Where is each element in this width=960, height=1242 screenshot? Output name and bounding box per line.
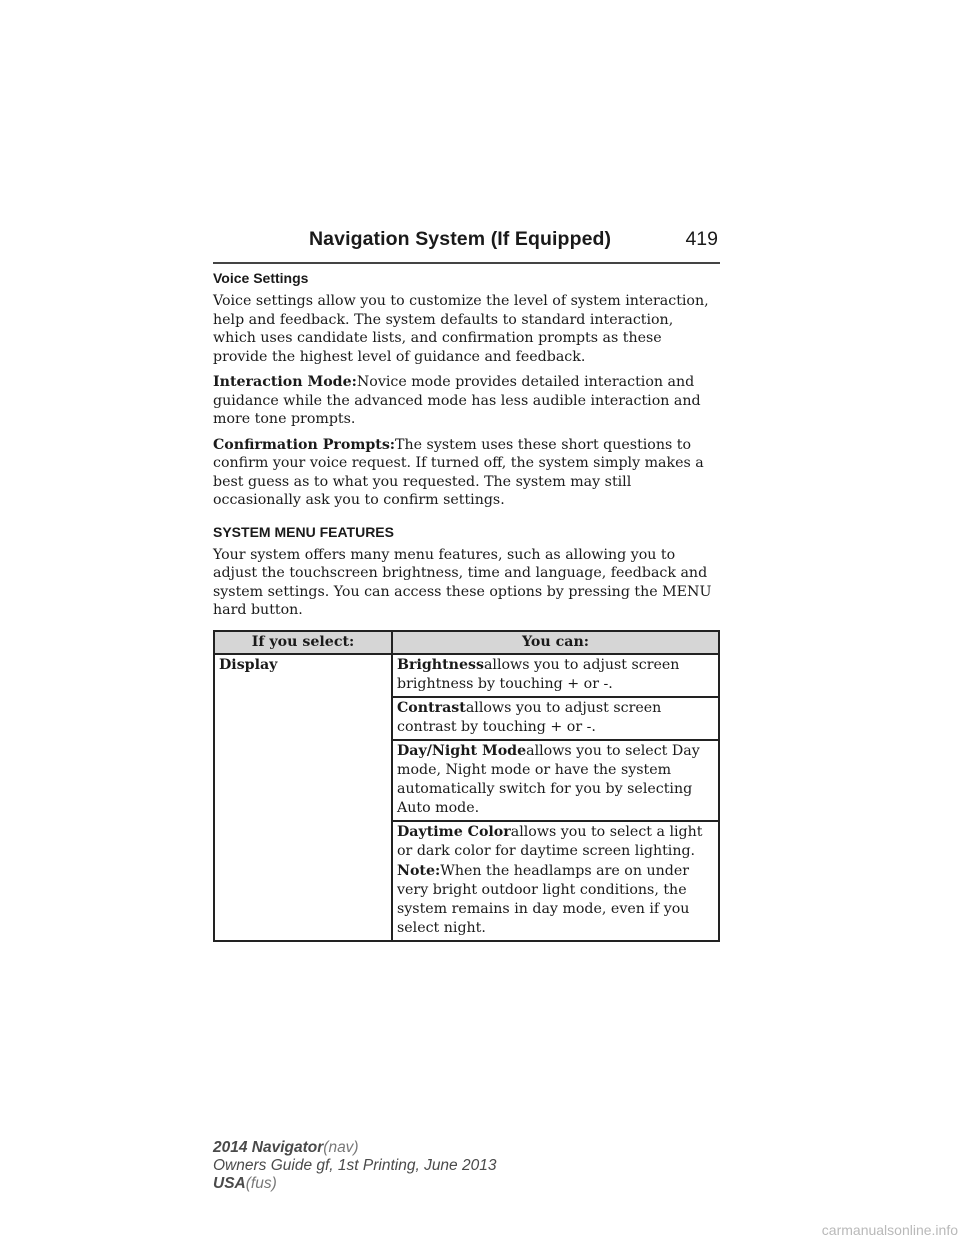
term-brightness: Brightness [397, 656, 484, 673]
voice-settings-heading: Voice Settings [213, 270, 309, 286]
header-if-you-select: If you select: [214, 631, 392, 654]
table-cell-daytime-color [392, 821, 719, 941]
interaction-mode-label: Interaction Mode: [213, 374, 357, 390]
daytime-color-note [397, 862, 714, 938]
menu-features-table [213, 630, 720, 942]
footer-model: 2014 Navigator [213, 1139, 324, 1156]
desc-contrast: allows you to adjust screen contrast by touching + or -. [397, 699, 662, 735]
desc-day-night-mode: allows you to select Day mode, Night mode or have the system automatically switch for you by selecting Auto mode. [397, 742, 700, 816]
interaction-mode-text: Novice mode provides detailed interaction and guidance while the advanced mode has less audible interaction and more tone prompts. [213, 374, 701, 427]
header-title: Navigation System (If Equipped) [309, 228, 612, 250]
interaction-mode-paragraph [213, 373, 720, 429]
footer-region: USA [213, 1175, 246, 1192]
watermark-text: carmanualsonline.info [821, 1222, 958, 1238]
desc-brightness: allows you to adjust screen brightness by touching + or -. [397, 656, 680, 692]
footer-region-code: (fus) [245, 1175, 277, 1192]
system-menu-intro: Your system offers many menu features, such as allowing you to adjust the touchscreen brightness, time and language, feedback and system settings. You can access these options by pressing the MENU hard button. [213, 546, 712, 618]
desc-daytime-color: allows you to select a light or dark color for daytime screen lighting. [397, 823, 703, 859]
table-cell-day-night-mode [392, 740, 719, 821]
table-row [214, 654, 719, 697]
confirmation-prompts-text: The system uses these short questions to confirm your voice request. If turned off, the system simply makes a best guess as to what you requested. The system may still occasionally ask you to confirm settings. [213, 436, 704, 508]
table-cell-brightness [392, 654, 719, 697]
note-text: When the headlamps are on under very bright outdoor light conditions, the system remains in day mode, even if you select night. [397, 862, 690, 936]
term-contrast: Contrast [397, 699, 466, 716]
header-you-can: You can: [392, 631, 719, 654]
term-daytime-color: Daytime Color [397, 823, 511, 840]
footer-line-2: Owners Guide gf, 1st Printing, June 2013 [213, 1157, 497, 1174]
table-header-row [214, 631, 719, 654]
footer-line-3 [213, 1175, 496, 1193]
page-number: 419 [685, 228, 718, 250]
page-content [213, 270, 720, 942]
row-label-display: Display [214, 654, 392, 941]
voice-settings-intro: Voice settings allow you to customize the level of system interaction, help and feedback. The system defaults to standard interaction, which uses candidate lists, and confirmation prompts as these provide the highest level of guidance and feedback. [213, 293, 709, 365]
system-menu-heading: SYSTEM MENU FEATURES [213, 523, 394, 540]
footer-line-1 [213, 1139, 496, 1157]
page-header [213, 228, 720, 264]
footer-model-code: (nav) [323, 1139, 359, 1156]
confirmation-prompts-paragraph [213, 436, 720, 510]
note-label: Note: [397, 862, 441, 879]
term-day-night-mode: Day/Night Mode [397, 742, 527, 759]
table-cell-contrast [392, 697, 719, 740]
page-footer [213, 1139, 496, 1193]
confirmation-prompts-label: Confirmation Prompts: [213, 436, 396, 453]
